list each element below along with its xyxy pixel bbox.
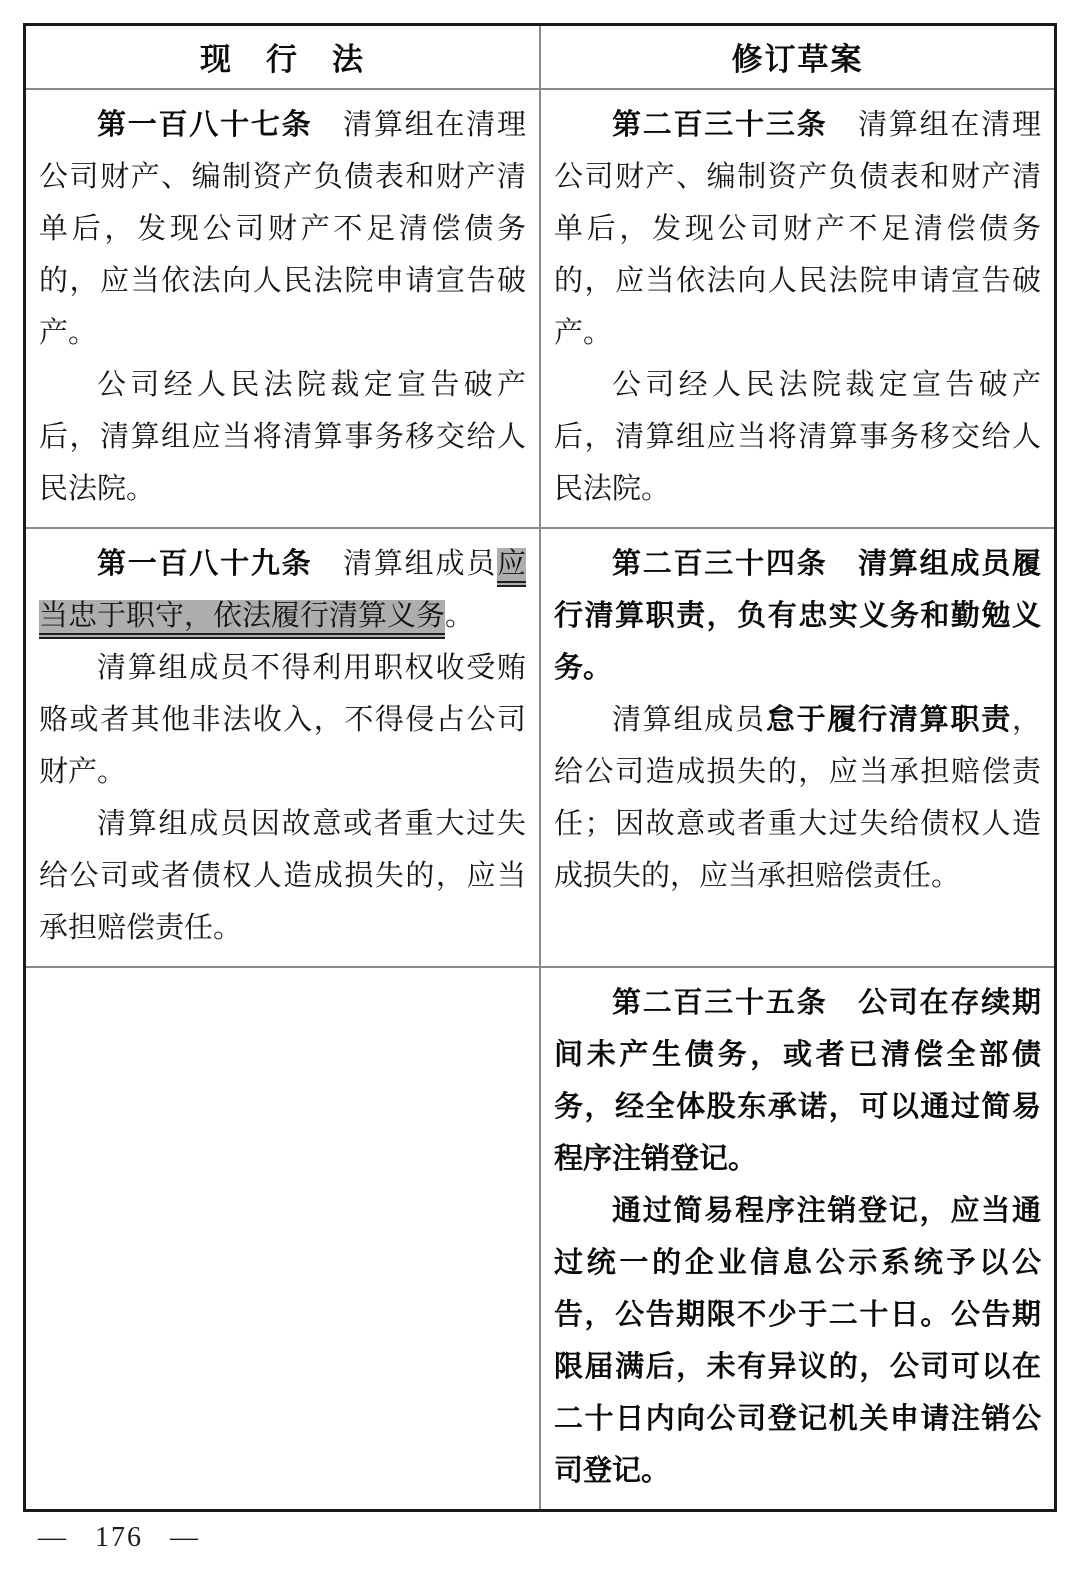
comparison-table xyxy=(23,23,1057,1512)
article-number: 第二百三十五条 xyxy=(612,986,828,1019)
body-text: ，给公司造成损失的，应当承担赔偿责任；因故意或者重大过失给债权人造成损失的，应当承担赔偿责任。 xyxy=(554,703,1041,892)
paragraph xyxy=(39,99,526,359)
bold-text: 清算组成员履行清算职责，负有忠实义务和勤勉义务。 xyxy=(554,547,1041,684)
paragraph xyxy=(554,99,1041,359)
table-row xyxy=(25,967,1056,1511)
body-text: 清算组在清理公司财产、编制资产负债表和财产清单后，发现公司财产不足清偿债务的，应当依法向人民法院申请宣告破产。 xyxy=(39,108,526,349)
body-text: 清算组成员因故意或者重大过失给公司或者债权人造成损失的，应当承担赔偿责任。 xyxy=(39,807,526,944)
article-number: 第二百三十四条 xyxy=(612,547,828,580)
paragraph xyxy=(554,977,1041,1185)
body-text: 。 xyxy=(445,599,475,632)
page-number: — 176 — xyxy=(38,1522,200,1553)
cell-revision-draft xyxy=(540,967,1056,1511)
cell-current-law xyxy=(25,528,541,967)
article-number: 第二百三十三条 xyxy=(612,108,828,141)
bold-text: 通过简易程序注销登记，应当通过统一的企业信息公示系统予以公告，公告期限不少于二十日。公告期限届满后，未有异议的，公司可以在二十日内向公司登记机关申请注销公司登记。 xyxy=(554,1194,1041,1487)
bold-text: 公司在存续期间未产生债务，或者已清偿全部债务，经全体股东承诺，可以通过简易程序注销登记。 xyxy=(554,986,1041,1175)
body-text: 清算组成员 xyxy=(612,703,766,736)
cell-current-law xyxy=(25,89,541,528)
header-revision-draft: 修订草案 xyxy=(540,25,1056,89)
table-row xyxy=(25,89,1056,528)
paragraph xyxy=(39,642,526,798)
body-text: 清算组在清理公司财产、编制资产负债表和财产清单后，发现公司财产不足清偿债务的，应当依法向人民法院申请宣告破产。 xyxy=(554,108,1041,349)
highlighted-text: 应当忠于职守，依法履行清算义务 xyxy=(39,548,526,639)
header-row xyxy=(25,25,1056,89)
article-number: 第一百八十七条 xyxy=(97,108,313,141)
body-text: 清算组成员不得利用职权收受贿赂或者其他非法收入，不得侵占公司财产。 xyxy=(39,651,526,788)
header-current-law: 现 行 法 xyxy=(25,25,541,89)
table-header xyxy=(25,25,1056,89)
body-text: 清算组成员 xyxy=(312,547,497,580)
bold-text: 怠于履行清算职责 xyxy=(765,703,1012,736)
article-number: 第一百八十九条 xyxy=(97,547,313,580)
cell-current-law xyxy=(25,967,541,1511)
paragraph xyxy=(554,359,1041,515)
paragraph xyxy=(554,1185,1041,1497)
body-text: 公司经人民法院裁定宣告破产后，清算组应当将清算事务移交给人民法院。 xyxy=(39,368,526,505)
table-row xyxy=(25,528,1056,967)
paragraph xyxy=(39,538,526,642)
paragraph xyxy=(39,798,526,954)
body-text: 公司经人民法院裁定宣告破产后，清算组应当将清算事务移交给人民法院。 xyxy=(554,368,1041,505)
paragraph xyxy=(554,694,1041,902)
paragraph xyxy=(554,538,1041,694)
table-body xyxy=(25,89,1056,1511)
cell-revision-draft xyxy=(540,528,1056,967)
paragraph xyxy=(39,359,526,515)
cell-revision-draft xyxy=(540,89,1056,528)
